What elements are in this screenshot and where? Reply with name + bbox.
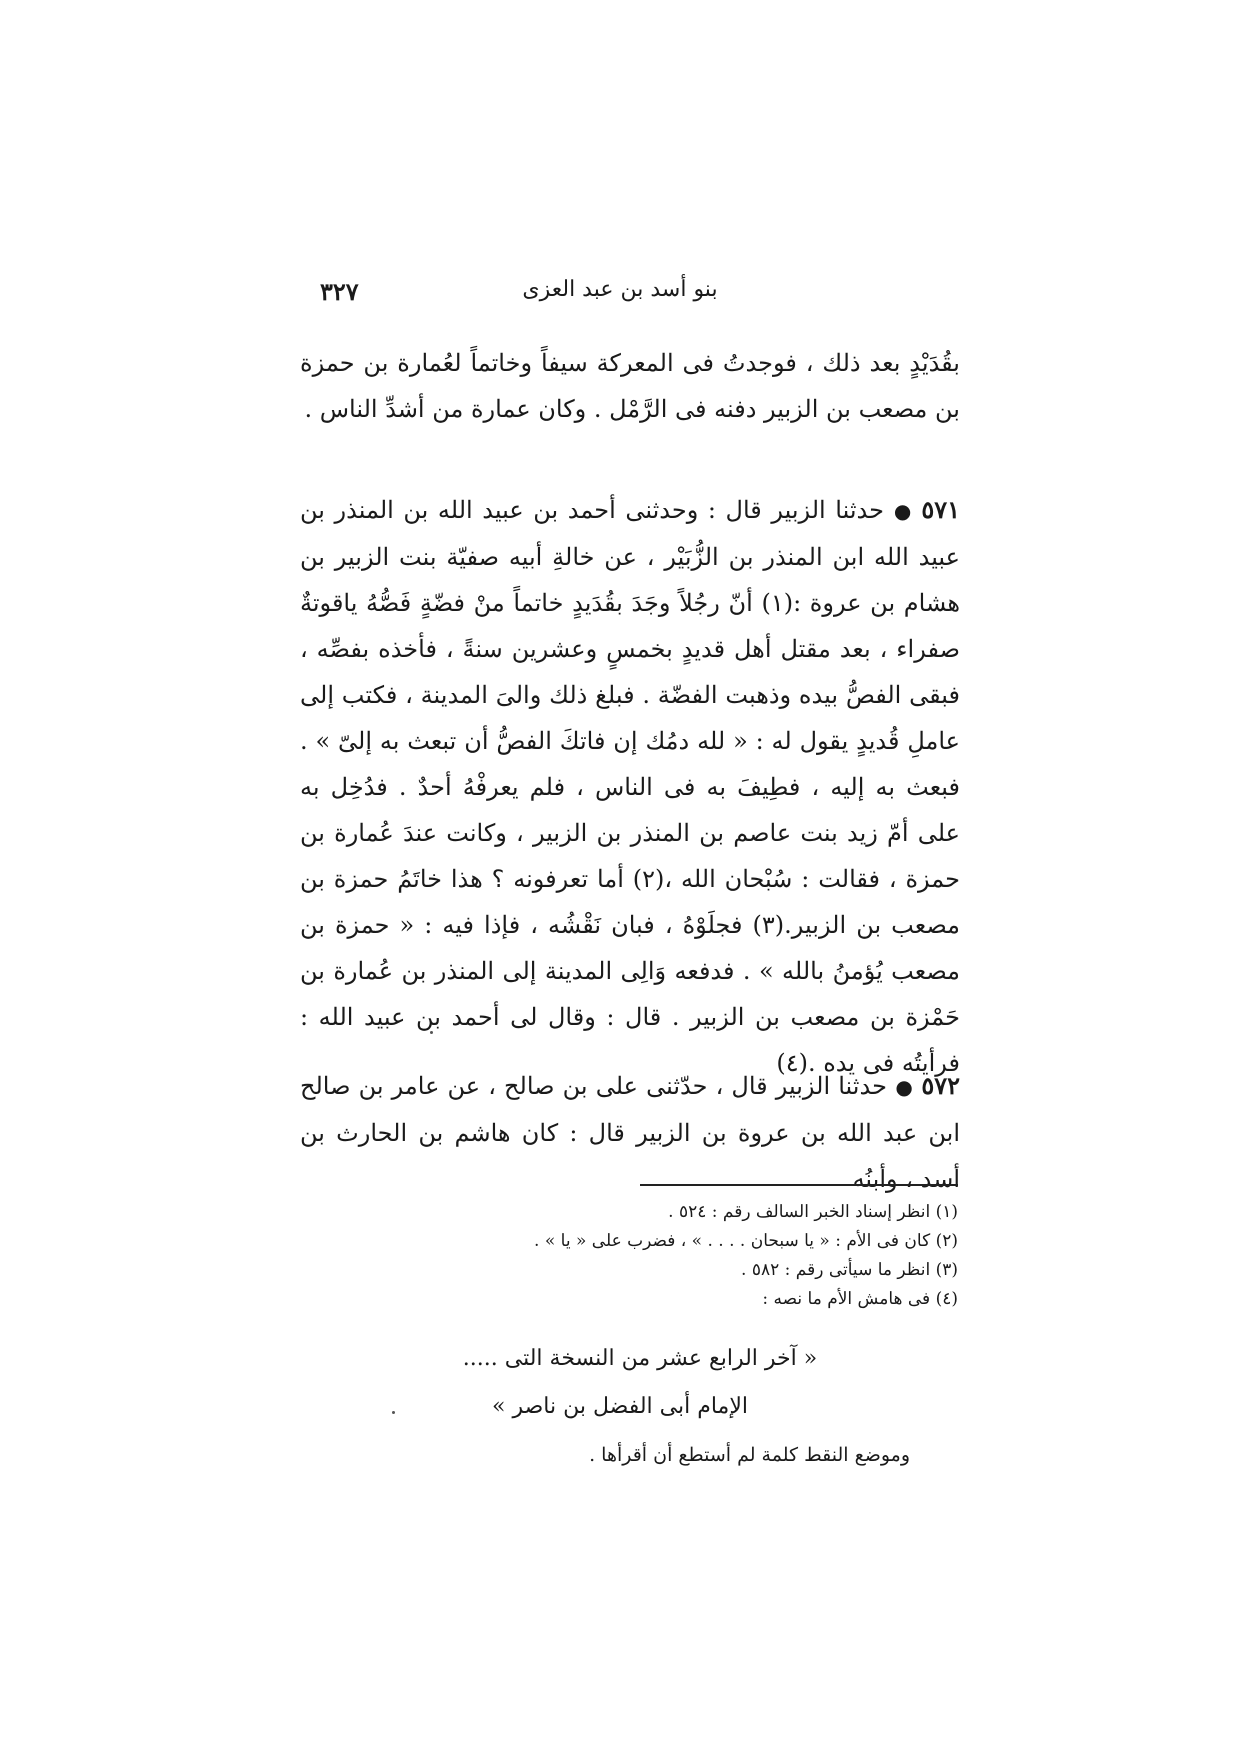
bullet-icon: ● [891,499,914,523]
footnote-2: (٢) كان فى الأم : « يا سبحان . . . . » ، فضرب على « يا » . [534,1231,958,1251]
footnote-1: (١) انظر إسناد الخبر السالف رقم : ٥٢٤ . [668,1202,958,1222]
bullet-icon: ● [894,1075,914,1099]
margin-note-explanation: وموضع النقط كلمة لم أستطع أن أقرأها . [589,1444,910,1466]
page-number: ٣٢٧ [320,277,359,306]
paragraph-number: ٥٧١ [921,495,960,524]
footnotes [430,1198,958,1314]
scan-speck [430,1031,433,1034]
scan-speck [392,1411,395,1414]
footnote-divider [640,1184,958,1186]
margin-quote-line-2: الإمام أبى الفضل بن ناصر » [492,1394,748,1419]
footnote-3: (٣) انظر ما سيأتى رقم : ٥٨٢ . [741,1260,958,1280]
paragraph-571 [300,487,960,1086]
paragraph-text: حدثنا الزبير قال ، حدّثنى على بن صالح ، عن عامر بن صالح ابن عبد الله بن عروة بن الزبير قال : كان هاشم بن الحارث بن أسد ، وأبنُه [300,1072,960,1193]
paragraph-text: حدثنا الزبير قال : وحدثنى أحمد بن عبيد الله بن المنذر بن عبيد الله ابن المنذر بن الزُّبَيْر ، عن خالةِ أبيه صفيّة بنت الزبير بن هشام بن عروة :(١) أنّ رجُلاً وجَدَ بقُدَيدٍ خاتماً منْ فضّةٍ فَصُّهُ ياقوتةٌ صفراء ، بعد مقتل أهل قديدٍ بخمسٍ وعشرين سنةً ، فأخذه بفصِّه ، فبقى الفصُّ بيده وذهبت الفضّة . فبلغ ذلك والىَ المدينة ، فكتب إلى عاملِ قُديدٍ يقول له : « لله دمُك إن فاتكَ الفصُّ أن تبعث به إلىّ » . فبعث به إليه ، فطِيفَ به فى الناس ، فلم يعرفْهُ أحدٌ . فدُخِل به على أمّ زيد بنت عاصم بن المنذر بن الزبير ، وكانت عندَ عُمارة بن حمزة ، فقالت : سُبْحان الله ،(٢) أما تعرفونه ؟ هذا خاتَمُ حمزة بن مصعب بن الزبير.(٣) فجلَوْهُ ، فبان نَقْشُه ، فإذا فيه : « حمزة بن مصعب يُؤمنُ بالله » . فدفعه وَالِى المدينة إلى المنذر بن عُمارة بن حَمْزة بن مصعب بن الزبير . قال : وقال لى أحمد بن عبيد الله : فرأيتُه فى يده .(٤) [300,496,961,1077]
margin-quote-line-1: « آخر الرابع عشر من النسخة التى ..... [462,1346,818,1371]
paragraph-text: بقُدَيْدٍ بعد ذلك ، فوجدتُ فى المعركة سيفاً وخاتماً لعُمارة بن حمزة بن مصعب بن الزبير دفنه فى الرَّمْل . وكان عمارة من أشدِّ الناس . [300,349,960,423]
paragraph-number: ٥٧٢ [921,1071,961,1100]
paragraph-continuation [300,340,960,432]
running-header-title: بنو أسد بن عبد العزى [522,277,718,302]
footnote-4: (٤) فى هامش الأم ما نصه : [762,1289,958,1309]
paragraph-572 [300,1063,960,1202]
